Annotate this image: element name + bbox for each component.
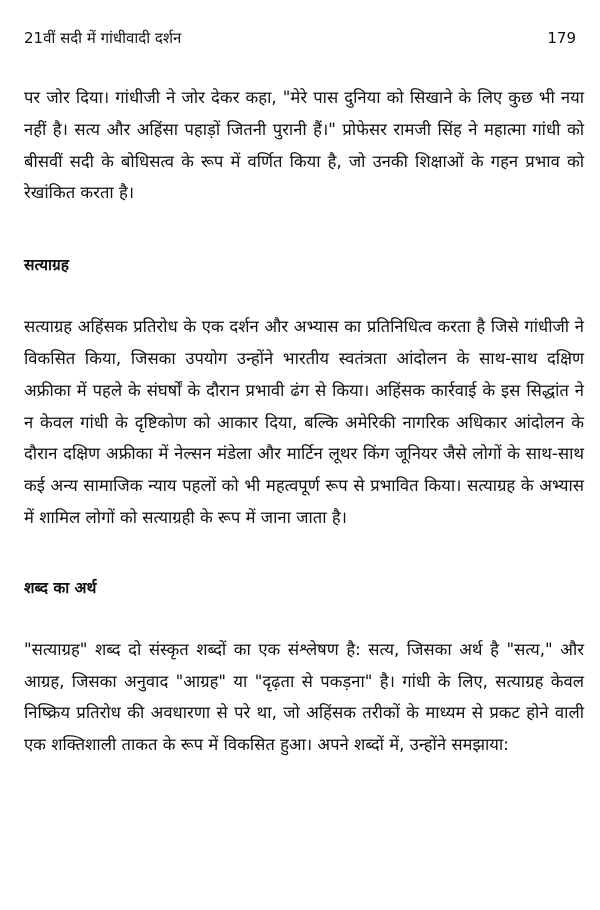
section-heading-word-meaning: शब्द का अर्थ <box>24 578 97 597</box>
paragraph-3: "सत्याग्रह" शब्द दो संस्कृत शब्दों का एक संश्लेषण है: सत्य, जिसका अर्थ है "सत्य," और आग्रह, जिसका अनुवाद "आग्रह" या "दृढ़ता से पकड़ना" है। गांधी के लिए, सत्याग्रह केवल निष्क्रिय प्रतिरोध की अवधारणा से परे था, जो अहिंसक तरीकों के माध्यम से प्रकट होने वाली एक शक्तिशाली ताकत के रूप में विकसित हुआ। अपने शब्दों में, उन्होंने समझाया: <box>24 639 584 755</box>
page-number: 179 <box>547 29 576 47</box>
paragraph-1: पर जोर दिया। गांधीजी ने जोर देकर कहा, "मेरे पास दुनिया को सिखाने के लिए कुछ भी नया नहीं है। सत्य और अहिंसा पहाड़ों जितनी पुरानी हैं।" प्रोफेसर रामजी सिंह ने महात्मा गांधी को बीसवीं सदी के बोधिसत्व के रूप में वर्णित किया है, जो उनकी शिक्षाओं के गहन प्रभाव को रेखांकित करता है। <box>24 88 584 203</box>
running-title: 21वीं सदी में गांधीवादी दर्शन <box>24 29 182 47</box>
page-body <box>24 82 584 761</box>
page-header <box>24 28 576 48</box>
paragraph-2: सत्याग्रह अहिंसक प्रतिरोध के एक दर्शन और अभ्यास का प्रतिनिधित्व करता है जिसे गांधीजी ने विकसित किया, जिसका उपयोग उन्होंने भारतीय स्वतंत्रता आंदोलन के साथ-साथ दक्षिण अफ्रीका में पहले के संघर्षों के दौरान प्रभावी ढंग से किया। अहिंसक कार्रवाई के इस सिद्धांत ने न केवल गांधी के दृष्टिकोण को आकार दिया, बल्कि अमेरिकी नागरिक अधिकार आंदोलन के दौरान दक्षिण अफ्रीका में नेल्सन मंडेला और मार्टिन लूथर किंग जूनियर जैसे लोगों के साथ-साथ कई अन्य सामाजिक न्याय पहलों को भी महत्वपूर्ण रूप से प्रभावित किया। सत्याग्रह के अभ्यास में शामिल लोगों को सत्याग्रही के रूप में जाना जाता है। <box>24 317 584 527</box>
section-heading-satyagraha: सत्याग्रह <box>24 256 69 275</box>
